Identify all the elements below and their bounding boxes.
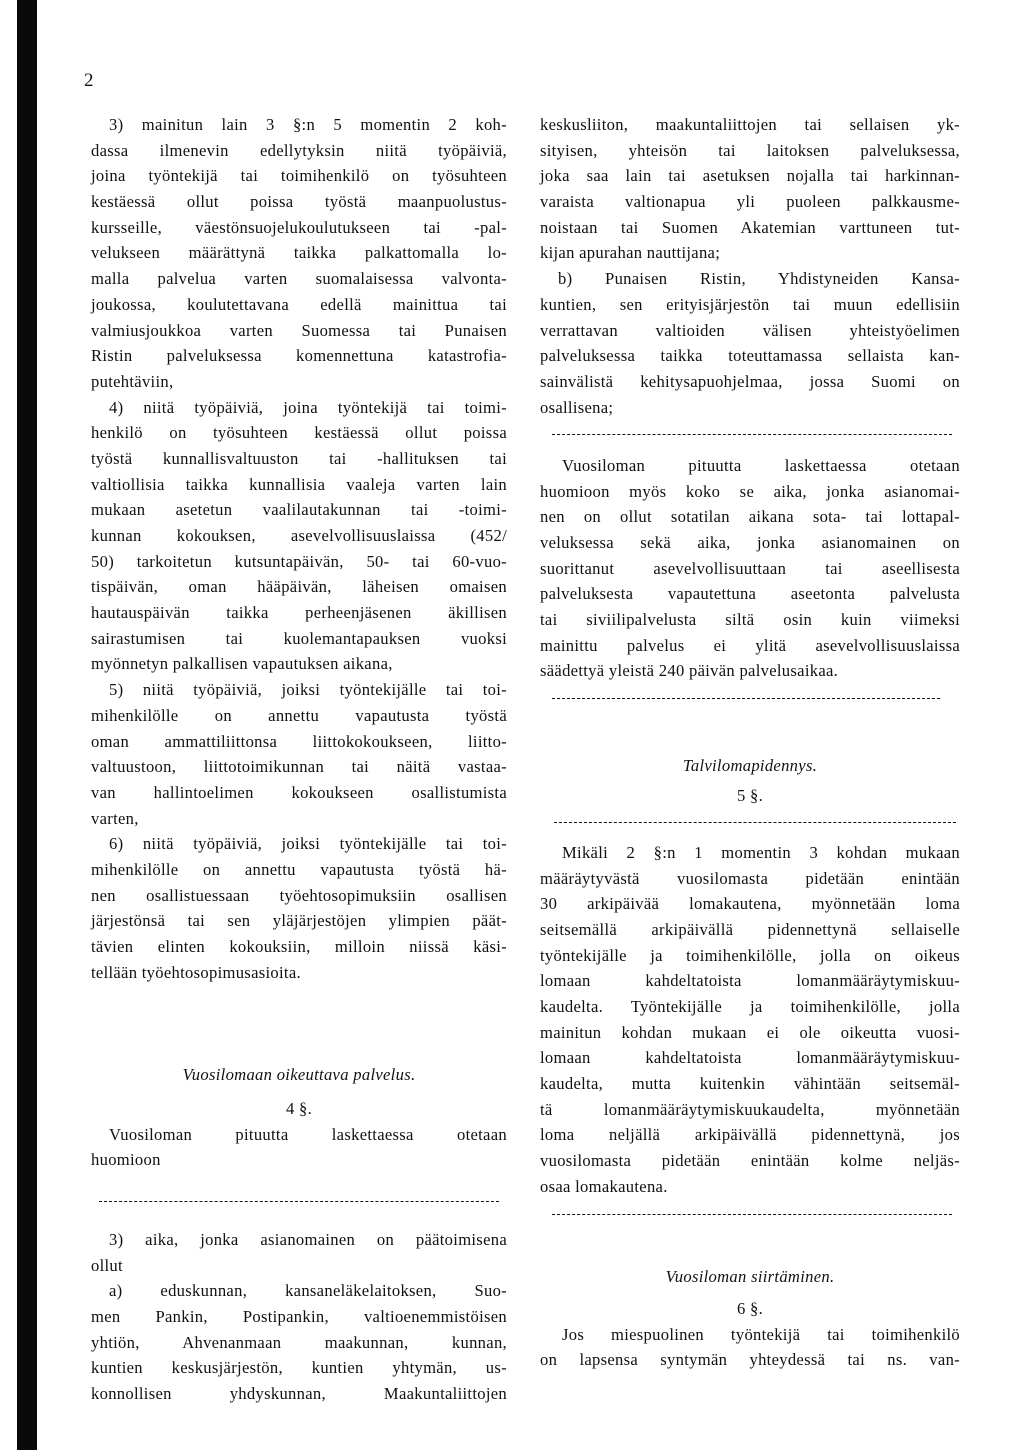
text-line: tä lomanmääräytymiskuukaudelta, myönnetään: [540, 1099, 960, 1119]
text-line: veluksessa sekä aika, jonka asianomainen on: [540, 533, 960, 552]
text-line: 6) niitä työpäiviä, joiksi työntekijälle tai toi-: [109, 834, 507, 854]
paragraph-item-4: [91, 395, 507, 678]
text-line: 30 arkipäivää lomakautena, myönnetään loma: [540, 894, 960, 914]
text-line: loma neljällä arkipäivällä pidennettynä, jos: [540, 1125, 960, 1145]
omission-dashes: [540, 1200, 960, 1226]
spacer: [91, 1088, 507, 1096]
spacer: [540, 1225, 960, 1264]
section-number: 4 §.: [285, 1099, 313, 1119]
text-line: men Pankin, Postipankin, valtioenemmistöisen: [91, 1306, 507, 1326]
paragraph-item-a: [91, 1278, 507, 1406]
text-line: valtiollisia taikka kunnallisia vaaleja varten lain: [91, 474, 507, 494]
text-line: tai siviilipalvelusta siltä osin kuin viimeksi: [540, 610, 960, 630]
text-line: 4) niitä työpäiviä, joina työntekijä tai toimi-: [109, 397, 507, 417]
text-line: Vuosiloman pituutta laskettaessa otetaan: [109, 1124, 507, 1144]
paragraph-continuation: [540, 112, 960, 266]
paragraph-section-4: [91, 1122, 507, 1173]
text-line: kunnan kokouksen, asevelvollisuuslaissa (452/: [91, 526, 507, 545]
text-line: joukossa, koulutettavana edellä mainittua tai: [91, 294, 507, 314]
text-line: järjestönsä tai sen yläjärjestöjen ylimpien päät-: [91, 911, 507, 931]
text-line: a) eduskunnan, kansaneläkelaitoksen, Suo-: [109, 1281, 507, 1301]
text-line: vuosilomasta pidetään enintään kolme neljäs-: [540, 1151, 960, 1171]
spacer: [91, 985, 507, 1062]
text-line: kestäessä ollut poissa työstä maanpuolustus-: [91, 192, 507, 212]
text-line: Mikäli 2 §:n 1 momentin 3 kohdan mukaan: [562, 842, 960, 862]
text-line: palveluksesta vapautettuna aseetonta palvelusta: [540, 584, 960, 604]
text-line: mihenkilölle on annettu vapautusta työstä: [91, 705, 507, 725]
right-column: [540, 112, 960, 1373]
section-heading: Vuosilomaan oikeuttava palvelus.: [182, 1065, 416, 1085]
text-line: henkilö on työsuhteen kestäessä ollut poissa: [91, 423, 507, 443]
text-line: tellään työehtosopimusasioita.: [91, 962, 301, 982]
paragraph-item-3: [91, 112, 507, 395]
paragraph-section-6: [540, 1322, 960, 1373]
text-line: joka saa lain tai asetuksen nojalla tai harkinnan-: [540, 166, 960, 186]
text-line: säädettyä yleistä 240 päivän palvelusaikaa.: [540, 661, 839, 681]
text-line: 3) aika, jonka asianomainen on päätoimisena: [109, 1229, 507, 1249]
text-line: 3) mainitun lain 3 §:n 5 momentin 2 koh-: [109, 115, 507, 134]
text-line: noistaan tai Suomen Akatemian varttuneen tut-: [540, 217, 960, 237]
section-heading: Vuosiloman siirtäminen.: [665, 1267, 835, 1287]
section-number: 6 §.: [736, 1298, 764, 1318]
text-line: osaa lomakautena.: [540, 1176, 668, 1196]
text-line: palveluksessa taikka toteuttamassa sellaista kan-: [540, 346, 960, 366]
text-line: mukaan asetetun vaalilautakunnan tai -toimi-: [91, 500, 507, 520]
text-line: valtuustoon, liittotoimikunnan tai näitä vastaa-: [91, 757, 507, 777]
text-line: määräytyvästä vuosilomasta pidetään enintään: [540, 868, 960, 888]
text-line: tispäivän, oman hääpäivän, läheisen omaisen: [91, 577, 507, 597]
text-line: mihenkilölle on annettu vapautusta työstä hä-: [91, 859, 507, 879]
text-line: b) Punaisen Ristin, Yhdistyneiden Kansa-: [558, 269, 960, 289]
omission-dashes: [91, 1187, 507, 1213]
text-line: mainittu palvelus ei ylitä asevelvollisuuslaissa: [540, 635, 960, 655]
paragraph-section-5: [540, 840, 960, 1200]
section-heading: Talvilomapidennys.: [682, 755, 818, 775]
page-number: 2: [84, 70, 94, 91]
text-line: 5) niitä työpäiviä, joiksi työntekijälle tai toi-: [109, 680, 507, 700]
text-line: suorittanut asevelvollisuuttaan tai aseellisesta: [540, 558, 960, 578]
text-line: nen on ollut sotatilan aikana sota- tai lottapal-: [540, 507, 960, 527]
text-line: Jos miespuolinen työntekijä tai toimihenkilö: [562, 1324, 960, 1344]
text-line: mainitun kohdan mukaan ei ole oikeutta vuosi-: [540, 1022, 960, 1042]
text-line: Ristin palveluksessa komennettuna katastrofia-: [91, 346, 507, 366]
text-line: putehtäviin,: [91, 371, 174, 391]
text-line: osallisena;: [540, 397, 614, 417]
text-line: Vuosiloman pituutta laskettaessa otetaan: [562, 455, 960, 475]
text-line: joina työntekijä tai toimihenkilö on työsuhteen: [91, 166, 507, 186]
text-line: tävien elinten kokouksiin, milloin niissä käsi-: [91, 937, 507, 956]
text-line: yhtiön, Ahvenanmaan maakunnan, kunnan,: [91, 1332, 507, 1352]
text-line: van hallintoelimen kokoukseen osallistumista: [91, 782, 507, 802]
paragraph-item-6: [91, 831, 507, 985]
text-line: lomaan kahdeltatoista lomanmääräytymiskuu-: [540, 971, 960, 991]
text-line: konnollisen yhdyskunnan, Maakuntaliittojen: [91, 1383, 507, 1403]
text-line: kuntien keskusjärjestön, kuntien yhtymän, us-: [91, 1358, 507, 1378]
text-line: nen osallistuessaan työehtosopimuksiin osallisen: [91, 885, 507, 905]
text-line: myönnetyn palkallisen vapautuksen aikana,: [91, 654, 393, 674]
text-line: ollut: [91, 1255, 123, 1275]
paragraph-item-5: [91, 677, 507, 831]
text-line: kaudelta. Työntekijälle ja toimihenkilölle, jolla: [540, 997, 960, 1016]
text-line: huomioon myös koko se aika, jonka asianomai-: [540, 481, 960, 501]
text-line: työntekijälle ja toimihenkilölle, jolla on oikeus: [540, 945, 960, 965]
text-line: sityisen, yhteisön tai laitoksen palveluksessa,: [540, 140, 960, 160]
text-line: malla palvelua varten suomalaisessa valvonta-: [91, 269, 507, 289]
text-line: sainvälistä kehitysapuohjelmaa, jossa Suomi on: [540, 371, 960, 391]
text-line: kijan apurahan nauttijana;: [540, 243, 721, 263]
left-column: [91, 112, 507, 1407]
text-line: sairastumisen tai kuolemantapauksen vuoksi: [91, 628, 507, 648]
text-line: lomaan kahdeltatoista lomanmääräytymiskuu-: [540, 1048, 960, 1068]
spacer: [91, 1173, 507, 1187]
text-line: hautauspäivän taikka perheenjäsenen äkillisen: [91, 603, 507, 623]
section-number: 5 §.: [736, 785, 764, 805]
text-line: valmiusjoukkoa varten Suomessa tai Punaisen: [91, 320, 507, 340]
text-line: on lapsensa syntymän yhteydessä tai ns. van-: [540, 1350, 960, 1370]
omission-dashes: [540, 420, 960, 446]
spacer: [91, 1213, 507, 1227]
text-line: kaudelta, mutta kuitenkin vähintään seitsemäl-: [540, 1074, 960, 1094]
text-line: seitsemällä arkipäivällä pidennettynä sellaiselle: [540, 919, 960, 939]
text-line: oman ammattiliittonsa liittokokoukseen, liitto-: [91, 731, 507, 751]
text-line: velukseen määrättynä taikka palkattomalla lo-: [91, 243, 507, 263]
omission-dashes: [540, 808, 960, 834]
spacer: [540, 710, 960, 753]
text-line: kursseille, väestönsuojelukoulutukseen tai -pal-: [91, 217, 507, 237]
text-line: keskusliiton, maakuntaliittojen tai sellaisen yk-: [540, 115, 960, 134]
omission-dashes: [540, 684, 960, 710]
paragraph-item-3-aika: [91, 1227, 507, 1278]
text-line: verrattavan valtioiden välisen yhteistyöelimen: [540, 320, 960, 340]
text-line: 50) tarkoitetun kutsuntapäivän, 50- tai 60-vuo-: [91, 551, 507, 571]
text-line: varten,: [91, 808, 139, 828]
text-line: kuntien, sen erityisjärjestön tai muun edellisiin: [540, 294, 960, 314]
scan-edge-bar: [17, 0, 37, 1450]
paragraph-section-4-cont: [540, 453, 960, 684]
text-line: huomioon: [91, 1150, 161, 1170]
spacer: [540, 446, 960, 453]
paragraph-item-b: [540, 266, 960, 420]
text-line: varaista valtionapua yli puoleen palkkausme-: [540, 192, 960, 212]
text-line: dassa ilmenevin edellytyksin niitä työpäiviä,: [91, 140, 507, 160]
text-line: työstä kunnallisvaltuuston tai -hallituksen tai: [91, 448, 507, 468]
